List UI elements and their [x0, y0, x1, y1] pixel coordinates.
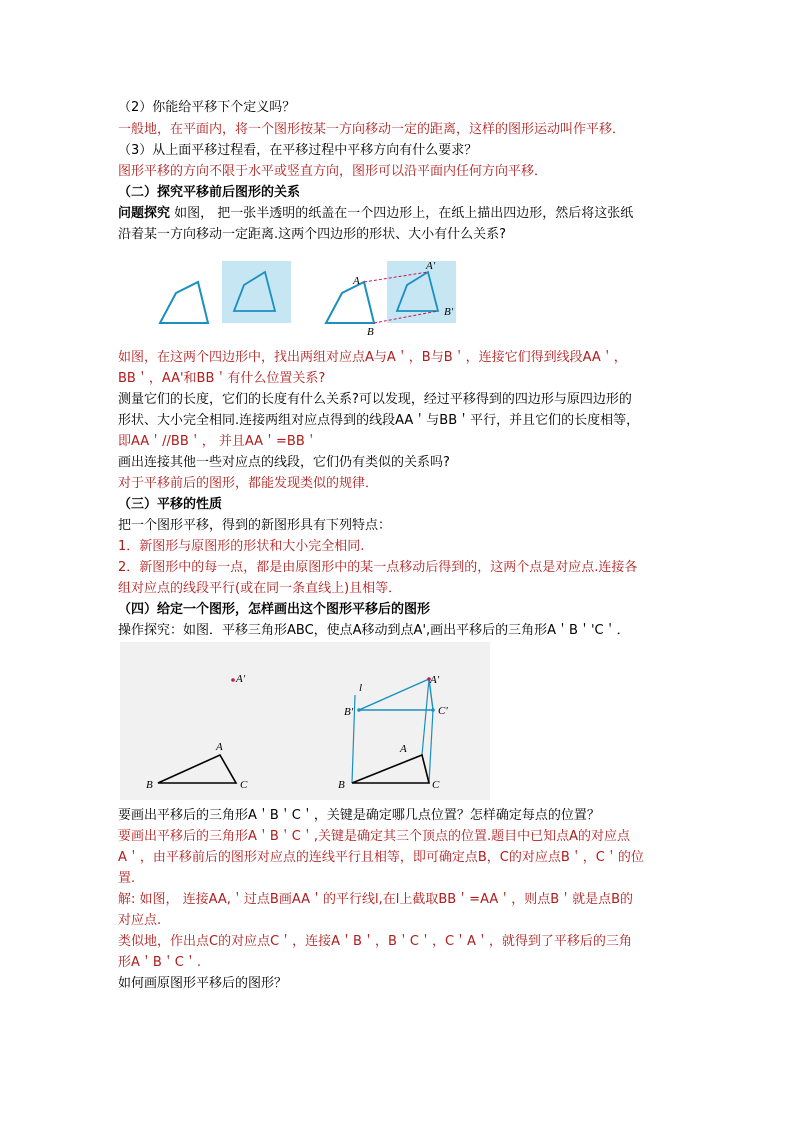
tracing-paper-1	[222, 261, 291, 323]
label-B-prime-right: B′	[344, 706, 354, 718]
question-2: （2）你能给平移下个定义吗？	[118, 100, 296, 115]
properties-intro: 把一个图形平移，得到的新图形具有下列特点：	[118, 518, 392, 533]
section-4-heading: （四）给定一个图形，怎样画出这个图形平移后的图形	[118, 602, 431, 617]
label-B-prime: B′	[444, 306, 454, 318]
property-1: 1．新图形与原图形的形状和大小完全相同.	[118, 539, 365, 554]
label-C-right: C	[432, 779, 440, 791]
para-measure: 测量它们的长度，它们的长度有什么关系?可以发现，经过平移得到的四边形与原四边形的	[118, 392, 632, 407]
operation-task: 操作探究：如图．平移三角形ABC，使点A移动到点A',画出平移后的三角形A＇B＇'C＇．	[118, 623, 630, 638]
problem-text: 如图， 把一张半透明的纸盖在一个四边形上，在纸上描出四边形，然后将这张纸	[170, 206, 634, 221]
para-correspondence-2: BB＇，AA'和BB＇有什么位置关系?	[118, 371, 326, 386]
problem-intro	[118, 204, 633, 224]
para-rule: 对于平移前后的图形，都能发现类似的规律．	[118, 476, 379, 491]
section-2-heading: （二）探究平移前后图形的关系	[118, 185, 301, 200]
point-A-prime-dot	[231, 678, 235, 682]
closing-question: 如何画原图形平移后的图形？	[118, 976, 288, 991]
problem-label: 问题探究	[118, 206, 171, 221]
para-other-points: 画出连接其他一些对应点的线段，它们仍有类似的关系吗?	[118, 455, 450, 470]
label-B: B	[367, 326, 374, 338]
solution-3: 类似地，作出点C的对应点C＇，连接A＇B＇，B＇C＇，C＇A＇，就得到了平移后的三角	[118, 934, 632, 949]
segment-A1B1	[359, 679, 429, 710]
definition-answer: 一般地，在平面内，将一个图形按某一方向移动一定的距离，这样的图形运动叫作平移．	[118, 122, 626, 137]
triangle-ABC-right	[352, 755, 429, 783]
direction-answer: 图形平移的方向不限于水平或竖直方向，图形可以沿平面内任何方向平移．	[118, 164, 548, 179]
quadrilateral-original	[160, 282, 208, 323]
solution-4: 形A＇B＇C＇.	[118, 955, 202, 970]
para-measure-2: 形状、大小完全相同.连接两组对应点得到的线段AA＇与BB＇平行，并且它们的长度相等，	[118, 413, 640, 428]
para-conclusion: 即AA＇//BB＇， 并且AA＇=BB＇	[118, 434, 318, 449]
label-A: A	[353, 275, 360, 287]
triangle-figure	[120, 642, 490, 800]
point-C-prime-right	[431, 708, 435, 712]
para-correspondence: 如图，在这两个四边形中，找出两组对应点A与A＇，B与B＇，连接它们得到线段AA＇，	[118, 350, 627, 365]
problem-text-2: 沿着某一方向移动一定距离.这两个四边形的形状、大小有什么关系?	[118, 227, 507, 242]
label-A-prime-right: A′	[430, 674, 440, 686]
quadrilateral-left	[326, 282, 374, 323]
point-B-prime-right	[357, 708, 361, 712]
label-C-left: C	[240, 779, 248, 791]
label-B-left: B	[146, 779, 153, 791]
segment-AA1-right	[422, 679, 429, 755]
label-B-right: B	[338, 779, 345, 791]
question-3: （3）从上面平移过程看，在平移过程中平移方向有什么要求？	[118, 143, 478, 158]
solution-2: 对应点.	[118, 913, 162, 928]
triangle-ABC-left	[158, 755, 236, 783]
label-A-prime: A′	[426, 260, 436, 272]
solution-1: 解: 如图， 连接AA,＇过点B画AA＇的平行线l,在l上截取BB＇=AA＇，则点B＇就是点B的	[118, 892, 634, 907]
label-A-left: A	[216, 741, 223, 753]
segment-CC1-right	[429, 710, 433, 783]
quadrilateral-figure	[150, 255, 470, 339]
label-l: l	[359, 682, 363, 694]
property-2: 2．新图形中的每一点，都是由原图形中的某一点移动后得到的，这两个点是对应点.连接各	[118, 560, 638, 575]
label-C-prime-right: C′	[438, 705, 448, 717]
key-answer-1: 要画出平移后的三角形A＇B＇C＇,关键是确定其三个顶点的位置.题目中已知点A的对应点	[118, 829, 631, 844]
label-A-right: A	[400, 743, 407, 755]
section-3-heading: （三）平移的性质	[118, 497, 223, 512]
property-2-cont: 组对应点的线段平行(或在同一条直线上)且相等．	[118, 581, 402, 596]
key-answer-2: A＇，由平移前后的图形对应点的连线平行且相等，即可确定点B，C的对应点B＇，C＇的位	[118, 850, 644, 865]
key-answer-3: 置.	[118, 871, 136, 886]
key-question: 要画出平移后的三角形A＇B＇C＇，关键是确定哪几点位置？怎样确定每点的位置？	[118, 808, 600, 823]
label-A-prime-left: A′	[236, 673, 246, 685]
